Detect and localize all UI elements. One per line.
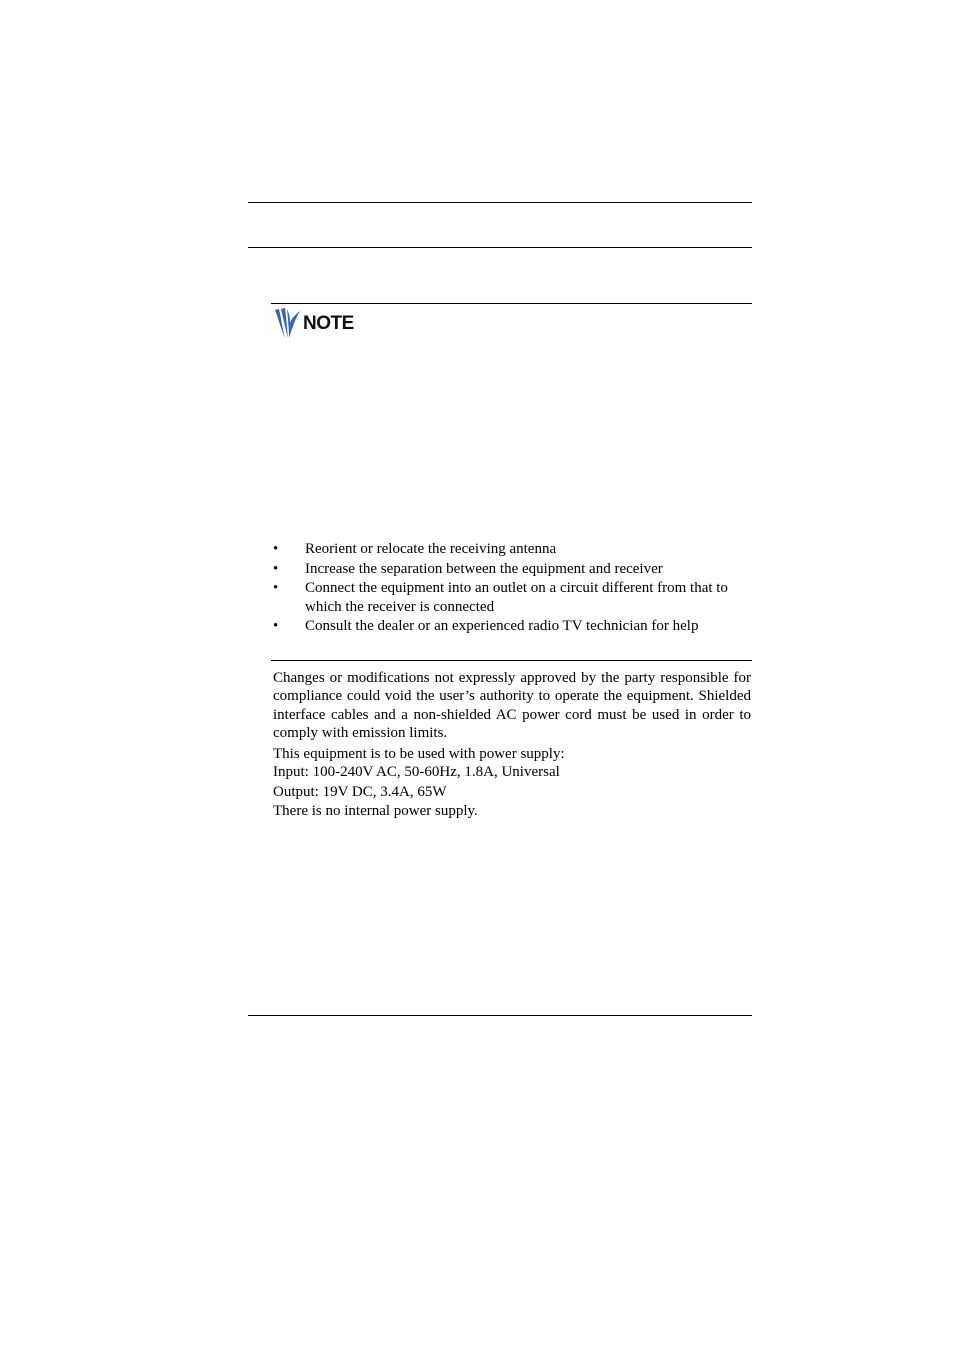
note-rule-top [271, 303, 752, 304]
section-rule [271, 660, 752, 661]
body-text [273, 669, 751, 820]
output-line: Output: 19V DC, 3.4A, 65W [273, 784, 447, 801]
header-rule-top [248, 202, 752, 203]
header-rule-bottom [248, 247, 752, 248]
list-item [273, 560, 751, 579]
internal-supply-line: There is no internal power supply. [273, 802, 478, 819]
list-item [273, 579, 751, 616]
power-supply-line: This equipment is to be used with power supply: [273, 745, 565, 762]
list-item [273, 617, 751, 636]
bullet-dot: • [273, 560, 279, 577]
bullet-dot: • [273, 541, 279, 557]
bullet-dot: • [273, 618, 279, 634]
input-line: Input: 100-240V AC, 50-60Hz, 1.8A, Universal [273, 764, 560, 781]
list-item-text: Increase the separation between the equipment and receiver [305, 560, 663, 577]
list-item-text: Connect the equipment into an outlet on a circuit different from that to which the receiver is connected [305, 580, 728, 615]
list-item-text: Consult the dealer or an experienced radio TV technician for help [305, 618, 699, 634]
list-item-text: Reorient or relocate the receiving antenna [305, 541, 557, 557]
changes-paragraph: Changes or modifications not expressly approved by the party responsible for compliance could void the user’s authority to operate the equipment. Shielded interface cables and a non-shielded AC power cord must be used in order to comply with emission limits. [273, 670, 751, 742]
bullet-dot: • [273, 580, 279, 596]
footer-rule [248, 1015, 752, 1016]
note-icon [273, 307, 301, 339]
note-label: NOTE [303, 312, 354, 334]
list-item [273, 540, 751, 559]
bullet-list [273, 540, 751, 637]
note-header [273, 307, 354, 339]
